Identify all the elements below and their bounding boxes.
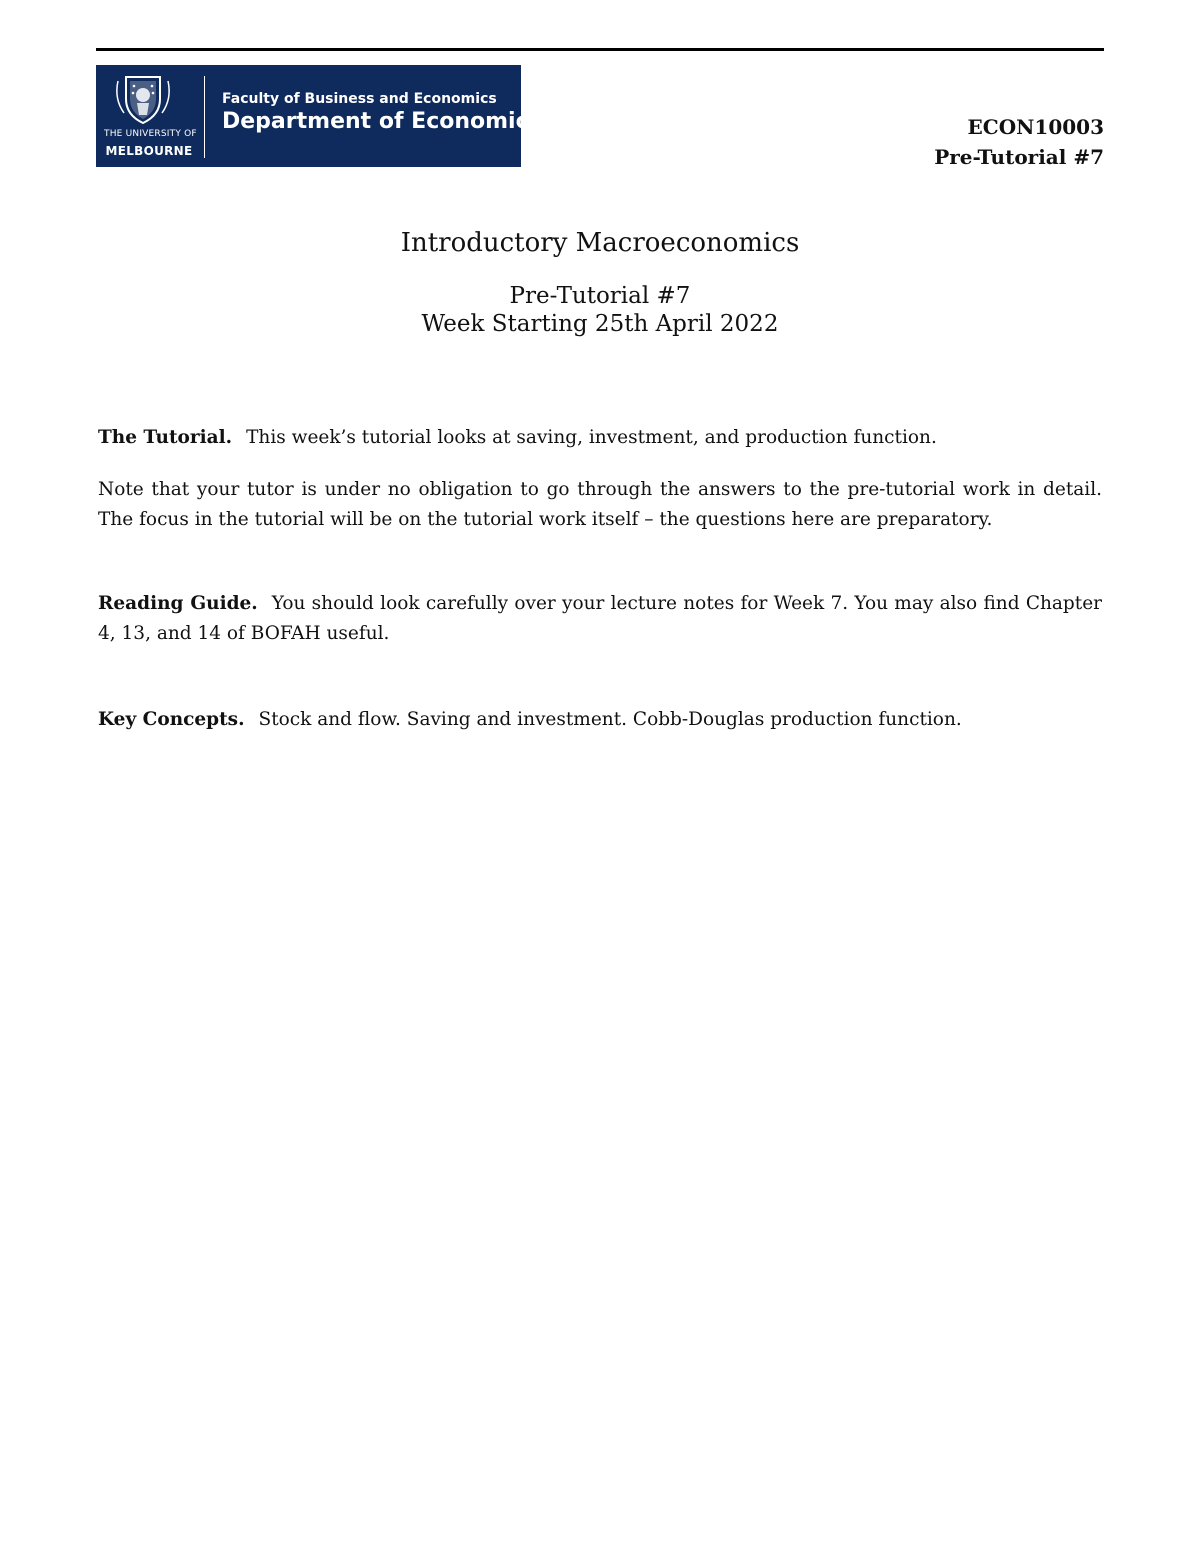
university-crest-icon	[112, 73, 174, 125]
reading-guide-heading: Reading Guide.	[98, 593, 258, 614]
key-concepts-paragraph	[98, 705, 1102, 735]
tutorial-text: This week’s tutorial looks at saving, investment, and production function.	[246, 427, 937, 448]
note-paragraph	[98, 475, 1102, 535]
university-logo-banner	[96, 65, 542, 167]
document-week: Week Starting 25th April 2022	[421, 311, 779, 337]
note-text: Note that your tutor is under no obligation to go through the answers to the pre-tutorial work in detail. The focus in the tutorial will be on the tutorial work itself – the questions here are preparatory.	[98, 479, 1102, 530]
logo-university-line1: THE UNIVERSITY OF	[104, 129, 197, 139]
faculty-name: Faculty of Business and Economics	[222, 91, 497, 107]
logo-university-line2: MELBOURNE	[105, 144, 193, 158]
key-concepts-text: Stock and flow. Saving and investment. Cobb-Douglas production function.	[258, 709, 962, 730]
document-title: Introductory Macroeconomics	[400, 228, 800, 258]
department-name: Department of Economics	[222, 109, 542, 134]
tutorial-heading: The Tutorial.	[98, 427, 233, 448]
course-code: ECON10003	[967, 115, 1104, 139]
logo-divider	[204, 76, 205, 158]
reading-guide-paragraph	[98, 589, 1102, 649]
reading-guide-text: You should look carefully over your lecture notes for Week 7. You may also find Chapter 4, 13, and 14 of BOFAH useful.	[98, 593, 1102, 644]
document-subtitle: Pre-Tutorial #7	[509, 283, 691, 309]
top-rule	[96, 48, 1104, 51]
pretutorial-label: Pre-Tutorial #7	[934, 145, 1104, 169]
tutorial-paragraph	[98, 423, 1102, 453]
key-concepts-heading: Key Concepts.	[98, 709, 245, 730]
